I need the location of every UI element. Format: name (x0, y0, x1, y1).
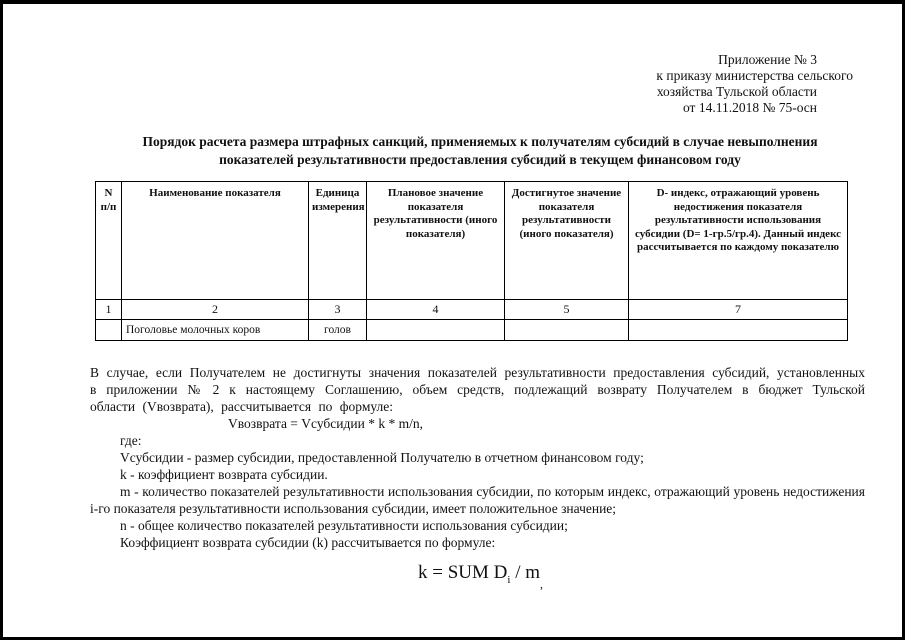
document-body (90, 364, 865, 551)
where-label: где: (120, 433, 142, 448)
table-row (96, 320, 848, 341)
document-title (80, 133, 880, 169)
definition-n: n - общее количество показателей результативности использования субсидии; (120, 518, 568, 533)
definition-k: k - коэффициент возврата субсидии. (120, 467, 328, 482)
scan-edge-top (0, 0, 905, 4)
formula-tail: , (540, 577, 543, 591)
paragraph-refund-volume: В случае, если Получателем не достигнуты значения показателей результативности предоставления субсидий, установленных в приложении № 2 к настоящему Соглашению, объем средств, подлежащий возврату Получателем в бюджет Тульской области (Vвозврата), рассчитывается по формуле: (90, 365, 865, 414)
column-number: 7 (629, 300, 848, 320)
row-achieved-value (505, 320, 629, 341)
scan-edge-left (0, 0, 3, 640)
title-line-2: показателей результативности предоставления субсидий в текущем финансовом году (219, 152, 741, 167)
appendix-line-3: хозяйства Тульской области (656, 84, 817, 99)
table-column-numbers-row (96, 300, 848, 320)
row-unit: голов (309, 320, 367, 341)
header-achieved-value: Достигнутое значение показателя результативности (иного показателя) (505, 182, 629, 300)
row-planned-value (367, 320, 505, 341)
table-header-row (96, 182, 848, 300)
column-number: 2 (122, 300, 309, 320)
formula-rest: / m (510, 562, 540, 583)
column-number: 4 (367, 300, 505, 320)
formula-subscript: i (507, 573, 511, 586)
header-d-index: D- индекс, отражающий уровень недостижения показателя результативности использования субсидии (D= 1-гр.5/гр.4). Данный индекс рассчитывается по каждому показателю (629, 182, 848, 300)
appendix-header (617, 52, 857, 116)
appendix-line-2: к приказу министерства сельского (656, 68, 853, 83)
coefficient-formula (418, 562, 543, 592)
appendix-line-1: Приложение № 3 (718, 52, 817, 67)
row-indicator-name: Поголовье молочных коров (122, 320, 309, 341)
header-unit: Единица измерения (309, 182, 367, 300)
definition-m: m - количество показателей результативности использования субсидии, по которым индекс, отражающий уровень недостижения i-го показателя результативности использования субсидии, имеет положительное значение; (90, 484, 865, 516)
refund-formula: Vвозврата = Vсубсидии * k * m/n, (228, 416, 423, 431)
indicators-table (95, 181, 848, 341)
column-number: 3 (309, 300, 367, 320)
title-line-1: Порядок расчета размера штрафных санкций, применяемых к получателям субсидий в случае невыполнения (142, 134, 818, 149)
formula-main: k = SUM D (418, 562, 508, 583)
column-number: 5 (505, 300, 629, 320)
row-d-index (629, 320, 848, 341)
header-indicator-name: Наименование показателя (122, 182, 309, 300)
definition-v-subsidy: Vсубсидии - размер субсидии, предоставленной Получателю в отчетном финансовом году; (120, 450, 644, 465)
row-number-cell (96, 320, 122, 341)
header-number: N п/п (96, 182, 122, 300)
appendix-line-4: от 14.11.2018 № 75-осн (682, 100, 817, 115)
header-planned-value: Плановое значение показателя результативности (иного показателя) (367, 182, 505, 300)
coefficient-intro: Коэффициент возврата субсидии (k) рассчитывается по формуле: (120, 535, 496, 550)
column-number: 1 (96, 300, 122, 320)
